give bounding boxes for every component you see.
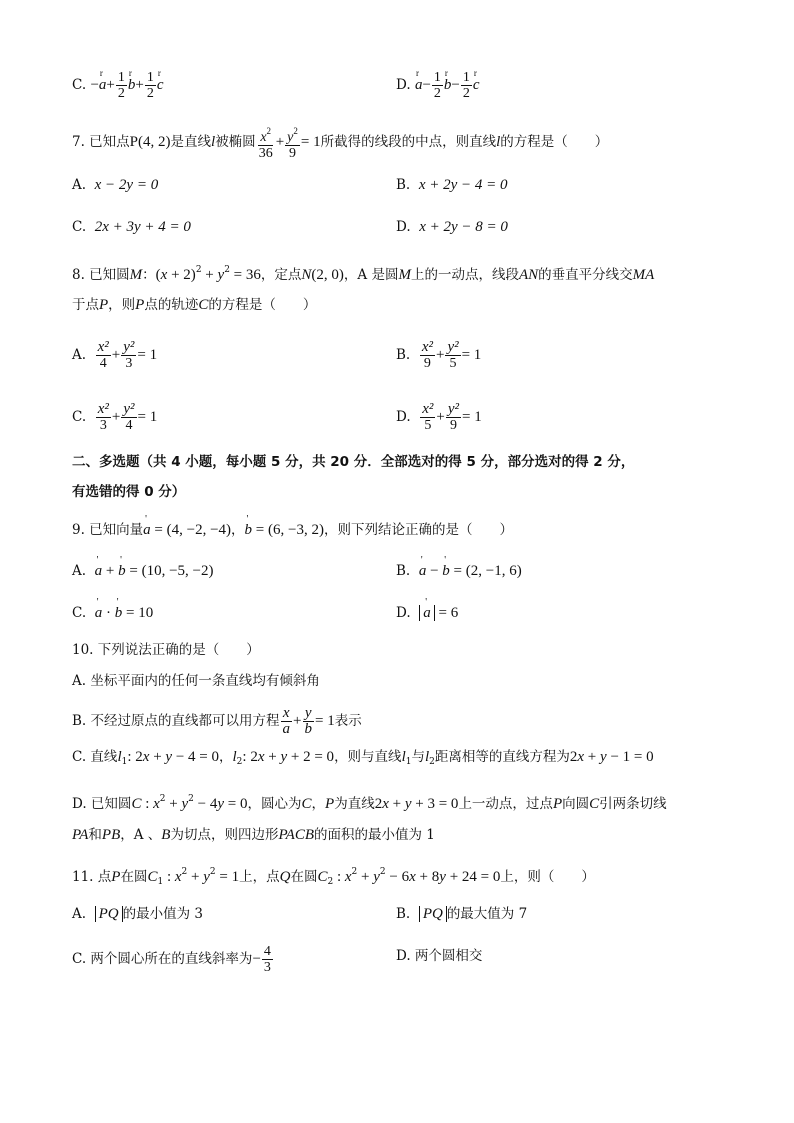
q11-option-b-label: B.: [396, 906, 411, 922]
q8-text-a: 8. 已知圆: [72, 267, 130, 283]
q9-option-b-label: B.: [396, 563, 411, 579]
q6-option-c-expr: −r a+ $\frac{1}{2}$ r b+ $\frac{1}{2}$ r c: [90, 77, 163, 93]
q8b-den1: 9: [423, 356, 431, 371]
q8-option-a-label: A.: [72, 347, 87, 363]
q6-option-d-label: D.: [396, 77, 411, 93]
q10-c-text-c: 与: [411, 749, 425, 765]
q8-text-c: ，A 是圆: [343, 267, 399, 283]
q9-option-d-expr: 6: [450, 605, 459, 621]
question-7-stem: 7. 已知点P(4, 2)是直线l被椭圆 $\frac{x^2}{36}$ + $\frac{y^2}{9}$ = 1所截得的线段的中点，则直线l的方程是（ ）: [72, 126, 609, 161]
q11-option-c[interactable]: C. 两个圆心所在的直线斜率为− $\frac{4}{3}$: [72, 944, 271, 975]
q10-d-text-g: 引两条切线: [599, 796, 667, 812]
q8-option-d[interactable]: D. $\frac{\text{x²}}{5}$ + $\frac{\text{y²}}{9}$ = 1: [396, 401, 482, 433]
q9-option-c-label: C.: [72, 605, 87, 621]
q7-option-a[interactable]: [72, 175, 158, 195]
q11-option-d[interactable]: D. 两个圆相交: [396, 948, 483, 964]
q10-option-d-line2: PA和PB，A 、B为切点，则四边形PACB的面积的最小值为 1: [72, 827, 435, 843]
q7-option-b[interactable]: [396, 175, 508, 195]
q10-d-text-c: ，: [311, 796, 326, 812]
question-11-stem: 11. 点P在圆$C_1$ : $x^2 + y^2 = 1$上，点Q在圆$C_2$ : $x^2 + y^2 - 6x + 8y + 24 = 0$上，则（ ）: [72, 867, 595, 887]
q9-option-b-expr: (2, −1, 6): [465, 563, 522, 579]
q8d-den2: 9: [449, 418, 457, 433]
section-2-heading-line2: 有选错的得 0 分）: [72, 484, 186, 500]
q8a-den1: 4: [99, 356, 107, 371]
q11-text-a: 11. 点: [72, 869, 112, 885]
q8b-num1: x²: [421, 339, 433, 355]
q6-option-c[interactable]: [72, 70, 164, 101]
question-8-stem-line2: 于点P，则P点的轨迹C的方程是（ ）: [72, 297, 317, 313]
q6-option-d[interactable]: [396, 70, 480, 101]
q7-option-a-expr: x − 2y = 0: [94, 177, 159, 193]
q7-text-e: 的方程是（ ）: [500, 134, 609, 150]
q10-option-a[interactable]: A. 坐标平面内的任何一条直线均有倾斜角: [72, 673, 320, 689]
q10-d-text-f: 向圆: [562, 796, 590, 812]
q10-option-c[interactable]: C. 直线$l_1$: 2x + y − 4 = 0，$l_2$: 2x + y + 2 = 0，则与直线$l_1$与$l_2$距离相等的直线方程为2x + y − 1 = 0: [72, 749, 654, 767]
q10-d-text-d: 为直线: [334, 796, 375, 812]
q10-d-text-a: D. 已知圆: [72, 796, 132, 812]
q8-text-b: ，定点: [260, 267, 302, 283]
q11-text-b: 在圆: [120, 869, 148, 885]
q9-option-a[interactable]: A. ' a + ' b = (10, −5, −2): [72, 561, 214, 581]
q8-text-e: 的垂直平分线交: [538, 267, 633, 283]
q6-option-c-label: C.: [72, 77, 87, 93]
q8c-den1: 3: [99, 418, 107, 433]
q8-text-f: 于点: [72, 297, 99, 313]
q10-c-text-b: ，则与直线: [334, 749, 402, 765]
q8-option-c[interactable]: C. $\frac{\text{x²}}{3}$ + $\frac{\text{y²}}{4}$ = 1: [72, 401, 158, 433]
q7-option-b-expr: x + 2y − 4 = 0: [418, 177, 508, 193]
q7-text-a: 7. 已知点: [72, 134, 130, 150]
q9-option-c-expr: 10: [138, 605, 154, 621]
q10-option-d-line1[interactable]: D. 已知圆C : $x^2 + y^2 - 4y = 0$，圆心为C，P为直线2x + y + 3 = 0上一动点，过点P向圆C引两条切线: [72, 794, 667, 812]
q9-text-b: ，则下列结论正确的是（ ）: [323, 522, 513, 538]
q10-b-text-b: 表示: [334, 713, 362, 729]
q8-option-c-label: C.: [72, 409, 87, 425]
question-10-stem: 10. 下列说法正确的是（ ）: [72, 642, 260, 658]
q11-option-b[interactable]: B. PQ 的最大值为 7: [396, 906, 528, 922]
q7-option-d[interactable]: [396, 217, 508, 237]
q10-d2-text-d: 的面积的最小值为 1: [314, 827, 435, 843]
q7-option-a-label: A.: [72, 177, 87, 193]
q11-text-e: 上，则（ ）: [500, 869, 595, 885]
q11-option-a-text: 的最小值为 3: [122, 906, 204, 922]
q8d-num2: y²: [447, 401, 460, 417]
q8-option-d-label: D.: [396, 409, 411, 425]
q9-option-b[interactable]: B. ' a − ' b = (2, −1, 6): [396, 561, 522, 581]
q8-text-g: ，则: [108, 297, 136, 313]
q9-text-a: 9. 已知向量: [72, 522, 144, 538]
q9-option-d[interactable]: D. ' a = 6: [396, 603, 458, 623]
q7-option-d-expr: x + 2y − 8 = 0: [419, 219, 508, 235]
q8b-num2: y²: [447, 339, 459, 355]
q9-option-a-expr: (10, −5, −2): [141, 563, 214, 579]
q8b-den2: 5: [449, 356, 457, 371]
q10-c-text-d: 距离相等的直线方程为: [434, 749, 570, 765]
q10-d2-text-c: 为切点，则四边形: [170, 827, 279, 843]
question-9-stem: 9. 已知向量' a = (4, −2, −4)，' b = (6, −3, 2)，则下列结论正确的是（ ）: [72, 520, 513, 540]
q7-text-b: 是直线: [170, 134, 212, 150]
question-8-stem-line1: 8. 已知圆M：$(x + 2)^2 + y^2 = 36$，定点N(2, 0)，A 是圆M上的一动点，线段AN的垂直平分线交MA: [72, 265, 655, 283]
q8c-den2: 4: [125, 418, 133, 433]
section-2-heading-line1: 二、多选题（共 4 小题，每小题 5 分，共 20 分．全部选对的得 5 分，部分选对的得 2 分，: [72, 454, 635, 470]
q9-option-d-label: D.: [396, 605, 411, 621]
q7-text-c: 被椭圆: [215, 134, 256, 150]
q11-option-a[interactable]: A. PQ 的最小值为 3: [72, 906, 204, 922]
q10-c-text-a: C. 直线: [72, 749, 118, 765]
q8c-num2: y²: [123, 401, 135, 417]
q10-d2-text-a: 和: [88, 827, 102, 843]
q8-text-h: 点的轨迹: [144, 297, 199, 313]
q10-b-text-a: B. 不经过原点的直线都可以用方程: [72, 713, 280, 729]
q7-text-d: 所截得的线段的中点，则直线: [320, 134, 497, 150]
q11-text-c: 上，点: [239, 869, 280, 885]
q10-d-text-e: 上一动点，过点: [458, 796, 553, 812]
q7-option-c[interactable]: [72, 217, 191, 237]
q8-option-b-label: B.: [396, 347, 411, 363]
q8-option-a[interactable]: A. $\frac{\text{x²}}{4}$ + $\frac{\text{y²}}{3}$ = 1: [72, 339, 158, 371]
q8c-num1: x²: [97, 401, 109, 417]
q8d-den1: 5: [424, 418, 432, 433]
q8-text-d: 上的一动点，线段: [410, 267, 519, 283]
q10-d2-text-b: ，A 、: [120, 827, 162, 843]
q8d-num1: x²: [422, 401, 434, 417]
q11-option-b-text: 的最大值为 7: [446, 906, 528, 922]
q8a-num2: y²: [123, 339, 135, 355]
q8a-num1: x²: [97, 339, 109, 355]
q9-option-c[interactable]: C. ' a · ' b = 10: [72, 603, 153, 623]
q7-option-c-expr: 2x + 3y + 4 = 0: [94, 219, 191, 235]
q8-text-i: 的方程是（ ）: [208, 297, 317, 313]
q10-d-text-b: ，圆心为: [247, 796, 302, 812]
q8a-den2: 3: [125, 356, 133, 371]
q7-option-b-label: B.: [396, 177, 411, 193]
q6-option-d-expr: r a− $\frac{1}{2}$ r b− $\frac{1}{2}$ r c: [415, 77, 480, 93]
q11-option-a-label: A.: [72, 906, 87, 922]
q8-option-b[interactable]: B. $\frac{\text{x²}}{9}$ + $\frac{\text{y²}}{5}$ = 1: [396, 339, 482, 371]
q7-option-d-label: D.: [396, 219, 411, 235]
q7-option-c-label: C.: [72, 219, 87, 235]
q9-option-a-label: A.: [72, 563, 87, 579]
q7-point: P(4, 2): [129, 134, 171, 150]
q10-option-b[interactable]: B. 不经过原点的直线都可以用方程 $\frac{x}{a}$ + $\frac{y}{b}$ = 1表示: [72, 705, 362, 737]
q11-option-c-text: C. 两个圆心所在的直线斜率为: [72, 951, 253, 967]
q11-text-d: 在圆: [290, 869, 318, 885]
